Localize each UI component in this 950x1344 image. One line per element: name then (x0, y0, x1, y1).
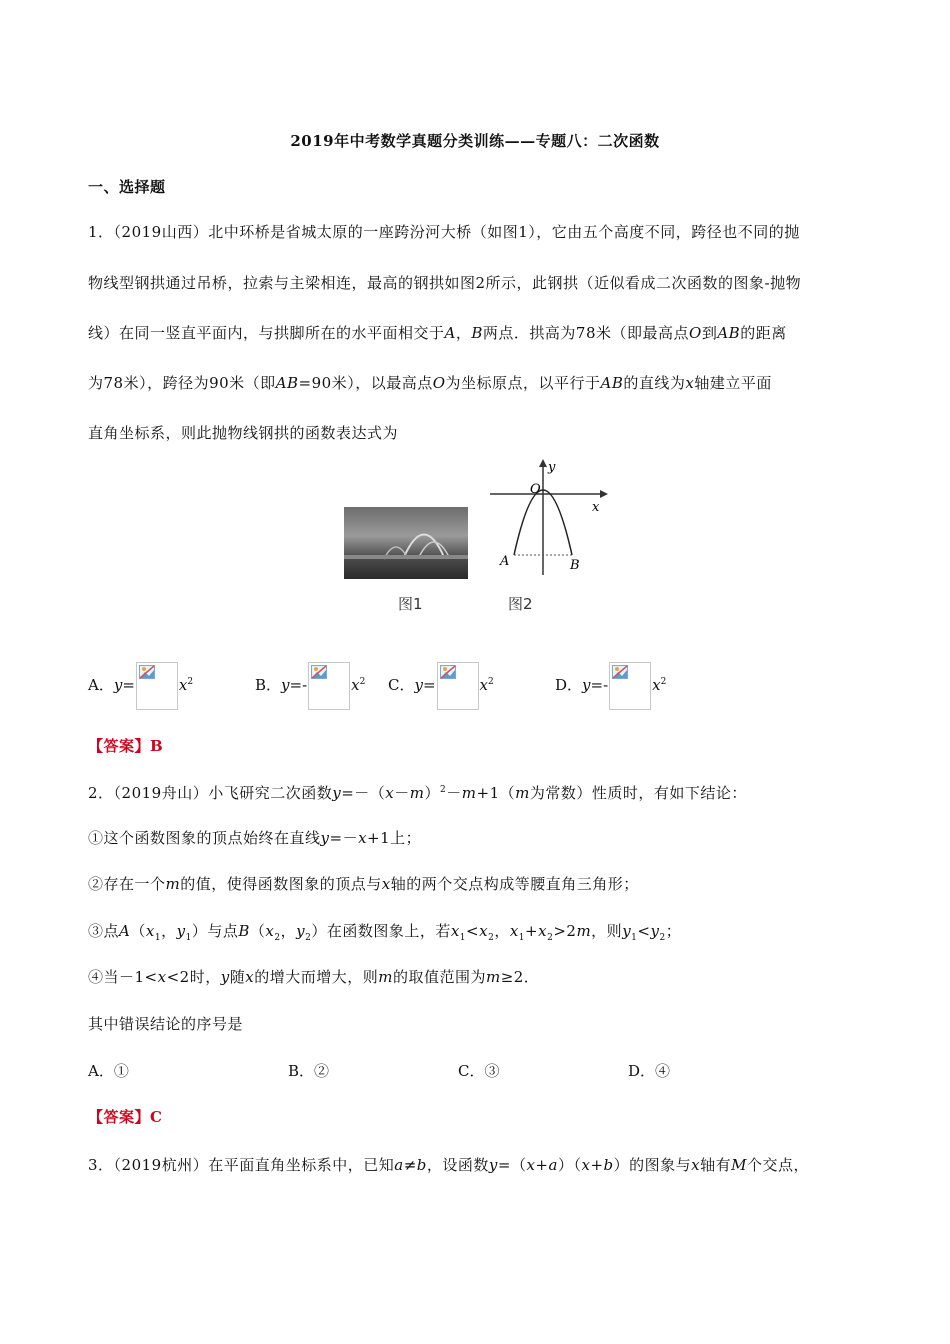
q2-line-1: 2．（2019舟山）小飞研究二次函数$y=-(x-m)^2-m+1(m$为常数）性质时，有如下结论： (88, 784, 747, 802)
q2-choice-a: A．① (88, 1062, 129, 1080)
fig1-caption: 图1 (398, 595, 423, 613)
q2-answer: 【答案】C (88, 1108, 163, 1126)
broken-image-icon (136, 662, 178, 710)
bridge-photo (344, 507, 468, 579)
q2-choice-c: C．③ (458, 1062, 500, 1080)
broken-image-icon (308, 662, 350, 710)
q2-statement-4: ④当－1<x<2时，y随x的增大而增大，则m的取值范围为m≥2． (88, 968, 540, 986)
q1-line-4: 为78米），跨径为90米（即AB=90米），以最高点O为坐标原点，以平行于AB的直线为x轴建立平面 (88, 374, 772, 392)
q1-option-a: A．y= $x^2$ (88, 662, 193, 710)
q1-option-c: C．y= $x^2$ (388, 662, 494, 710)
q1-line-3: 线）在同一竖直平面内，与拱脚所在的水平面相交于A，B两点．拱高为78米（即最高点O到AB的距离 (88, 324, 787, 342)
q2-choice-d: D．④ (628, 1062, 671, 1080)
q1-line-2: 物线型钢拱通过吊桥，拉索与主梁相连，最高的钢拱如图2所示，此钢拱（近似看成二次函数的图象-抛物 (88, 274, 802, 292)
q2-prompt: 其中错误结论的序号是 (88, 1015, 244, 1033)
broken-image-icon (609, 662, 651, 710)
parabola-graph (480, 455, 620, 580)
page-title: 2019年中考数学真题分类训练——专题八：二次函数 (290, 132, 660, 150)
section-heading: 一、选择题 (88, 178, 166, 196)
q2-statement-3: ③点$A(x_1$，$y_1$）与点$B(x_2$，$y_2$）在函数图象上，若$x_1<x_2$，$x_1+x_2>2m$，则$y_1<y_2$； (88, 922, 682, 943)
q1-figure (340, 455, 620, 615)
origin-label: O (530, 482, 541, 497)
q1-option-d: D．y=- $x^2$ (555, 662, 666, 710)
broken-image-icon (437, 662, 479, 710)
q2-choice-b: B．② (288, 1062, 330, 1080)
q1-answer: 【答案】B (88, 737, 164, 755)
q1-option-b: B．y=- $x^2$ (255, 662, 365, 710)
q3-line-1: 3．（2019杭州）在平面直角坐标系中，已知a≠b，设函数y=（x+a）（x+b）的图象与x轴有M个交点， (88, 1156, 809, 1174)
x-axis-label: x (592, 500, 600, 515)
point-a-label: A (500, 554, 510, 569)
point-b-label: B (570, 558, 580, 573)
q1-line-1: 1．（2019山西）北中环桥是省城太原的一座跨汾河大桥（如图1），它由五个高度不同，跨径也不同的抛 (88, 223, 800, 241)
q2-statement-2: ②存在一个m的值，使得函数图象的顶点与x轴的两个交点构成等腰直角三角形； (88, 875, 639, 893)
fig2-caption: 图2 (508, 595, 533, 613)
q1-line-5: 直角坐标系，则此抛物线钢拱的函数表达式为 (88, 424, 399, 442)
y-axis-label: y (548, 460, 556, 475)
q2-statement-1: ①这个函数图象的顶点始终在直线y=－x+1上； (88, 829, 422, 847)
